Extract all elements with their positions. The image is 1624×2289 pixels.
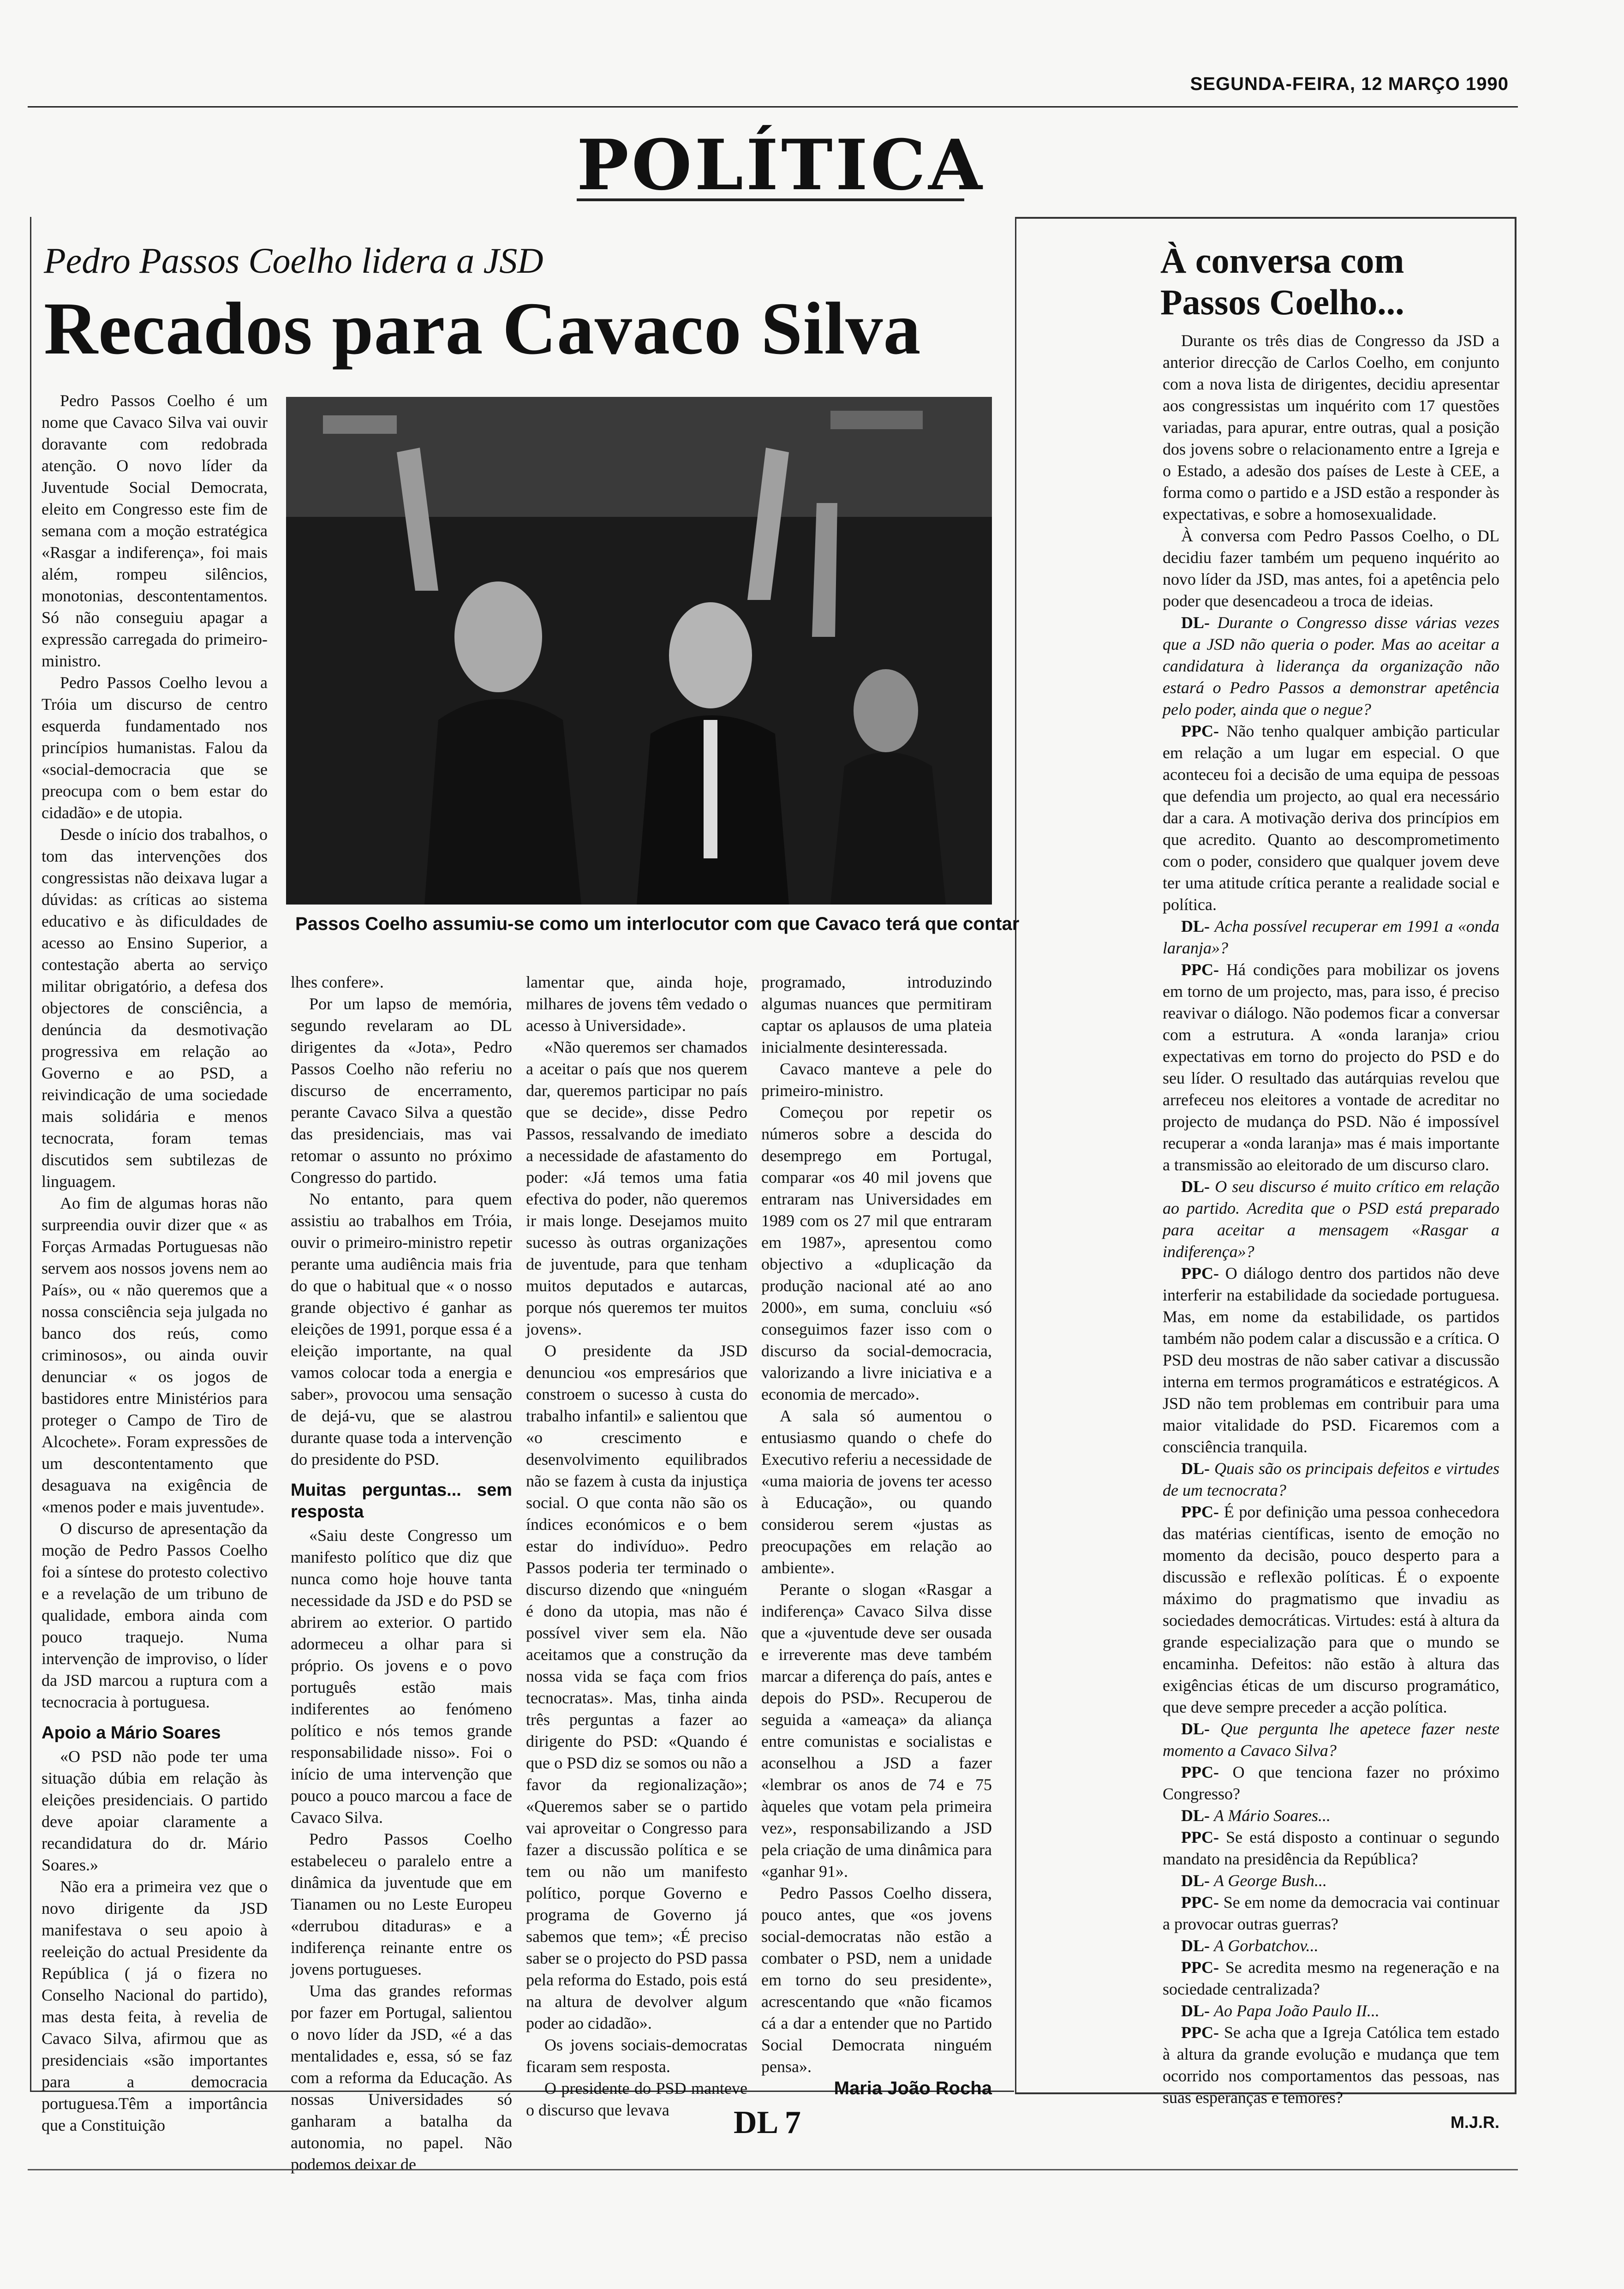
question-text: A George Bush... — [1214, 1871, 1327, 1890]
article-column-3 — [526, 971, 747, 2121]
paragraph: Pedro Passos Coelho levou a Tróia um discurso de centro esquerda fundamentado nos princípios humanistas. Falou da «social-democracia que se preocupa com o bem estar do cidadão» e de utopia. — [42, 673, 268, 822]
question-text: O seu discurso é muito crítico em relação ao partido. Acredita que o PSD está preparado para aceitar a mensagem «Rasgar a indiferença»? — [1163, 1177, 1500, 1261]
speaker-tag: PPC- — [1181, 1958, 1219, 1977]
article-photo — [286, 397, 992, 905]
paragraph: Não era a primeira vez que o novo dirigente da JSD manifestava o seu apoio à reeleição do actual Presidente da República ( já o fizera no Conselho Nacional do partido), mas desta feita, à revelia de Cavaco Silva, afirmou que as presidenciais «são importantes para a democracia portuguesa.Têm a importância que a Constituição — [42, 1877, 268, 2134]
subheading: Muitas perguntas... sem resposta — [291, 1480, 512, 1522]
answer-text: Se acredita mesmo na regeneração e na sociedade centralizada? — [1163, 1958, 1499, 1998]
issue-date: SEGUNDA-FEIRA, 12 MARÇO 1990 — [1190, 74, 1509, 94]
speaker-tag: DL- — [1181, 1720, 1210, 1738]
interview-answer — [1163, 1892, 1499, 1935]
top-rule — [28, 106, 1518, 108]
interview-question — [1163, 1805, 1499, 1827]
interview-answer — [1163, 1263, 1499, 1458]
interview-question — [1163, 2000, 1499, 2022]
answer-text: Se acha que a Igreja Católica tem estado à altura da grande evolução e mudança que tem ocorrido nos comportamentos das pessoas, nas suas esperanças e temores? — [1163, 2023, 1500, 2107]
interview-question — [1163, 1458, 1499, 1501]
paragraph: Pedro Passos Coelho dissera, pouco antes, que «os jovens social-democratas não estão a combater o PSD, nem a unidade em torno do seu presidente», acrescentando que «não ficamos cá a dar a entender que no Partido Social Democrata ninguém pensa». — [761, 1884, 992, 2076]
paragraph: Pedro Passos Coelho é um nome que Cavaco Silva vai ouvir doravante com redobrada atenção. O novo líder da Juventude Social Democrata, eleito em Congresso este fim de semana com a moção estratégica «Rasgar a indiferença», foi mais além, rompeu silêncios, monotonias, descontentamentos. Só não conseguiu apagar a expressão carregada do primeiro-ministro. — [42, 391, 268, 670]
answer-text: Há condições para mobilizar os jovens em torno de um projecto, mas, para isso, é preciso reavivar o diálogo. Não podemos ficar a conversar com a estrutura. A «onda laranja» criou expectativas em torno do projecto do PSD e do seu líder. O resultado das autárquias revelou que arrefeceu nos eleitores a vontade de acreditar no projecto de mudança do PSD. Não é impossível recuperar a «onda laranja» mas é mais importante a transmissão ao eleitorado de um discurso claro. — [1163, 960, 1500, 1174]
interview-question — [1163, 612, 1499, 720]
question-text: Acha possível recuperar em 1991 a «onda laranja»? — [1163, 917, 1500, 957]
interview-question — [1163, 1870, 1499, 1892]
speaker-tag: DL- — [1181, 613, 1210, 632]
answer-text: É por definição uma pessoa conhecedora das matérias científicas, isento de emoção no momento da decisão, pouco desperto para a discussão e reflexão políticas. É o expoente máximo do pragmatismo que invadiu as sociedades democráticas. Virtudes: está à altura da grande especialização para que o mundo se encaminha. Defeitos: não estão à altura das exigências éticas de um discurso programático, que deve sempre preceder a acção política. — [1163, 1503, 1499, 1716]
interview-answer — [1163, 1827, 1499, 1870]
interview-answer — [1163, 720, 1499, 916]
paragraph: A sala só aumentou o entusiasmo quando o chefe do Executivo referiu a necessidade de «uma maioria de jovens ter acesso à Educação», ou quando considerou serem «justas as preocupações em relação ao ambiente». — [761, 1407, 992, 1577]
paragraph: O presidente do PSD manteve o discurso que levava — [526, 2079, 747, 2119]
paragraph: Começou por repetir os números sobre a descida do desemprego em Portugal, comparar «os 40 mil jovens que entraram nas Universidades em 1989 com os 27 mil que entraram em 1987», apresentou como objectivo a «duplicação da produção nacional até ao ano 2000», em suma, concluiu «só conseguimos fazer isso com o discurso da social-democracia, valorizando a livre iniciativa e a economia de mercado». — [761, 1103, 992, 1403]
speaker-tag: DL- — [1181, 1459, 1210, 1478]
photo-caption: Passos Coelho assumiu-se como um interlocutor com que Cavaco terá que contar — [295, 914, 1020, 934]
paragraph: Por um lapso de memória, segundo revelaram ao DL dirigentes da «Jota», Pedro Passos Coelho não referiu no discurso de encerramento, perante Cavaco Silva a questão das presidenciais, mas vai retomar o assunto no próximo Congresso do partido. — [291, 995, 512, 1186]
sidebar-interview — [1163, 330, 1499, 2133]
article-column-1 — [42, 390, 268, 2136]
speaker-tag: DL- — [1181, 1936, 1210, 1955]
paragraph: «O PSD não pode ter uma situação dúbia em relação às eleições presidenciais. O partido deve apoiar claramente a recandidatura do dr. Mário Soares.» — [42, 1747, 268, 1874]
bottom-rule — [28, 2169, 1518, 2170]
interview-answer — [1163, 1762, 1499, 1805]
paragraph: programado, introduzindo algumas nuances que permitiram captar os aplausos de uma plateia inicialmente desinteressada. — [761, 973, 992, 1056]
paragraph: Os jovens sociais-democratas ficaram sem resposta. — [526, 2036, 747, 2076]
interview-answer — [1163, 2022, 1499, 2109]
paragraph: Perante o slogan «Rasgar a indiferença» Cavaco Silva disse que a «juventude deve ser ousada e irreverente mas deve também marcar a diferença do país, antes e depois do PSD». Recuperou de seguida a «ameaça» da aliança entre comunistas e socialistas e aconselhou a JSD a fazer «lembrar os anos de 74 e 75 àqueles que votam pela primeira vez», responsabilizando a JSD pela criação de uma dinâmica para «ganhar 91». — [761, 1580, 992, 1881]
paragraph: Pedro Passos Coelho estabeleceu o paralelo entre a dinâmica da juventude que em Tianamen ou no Leste Europeu «derrubou ditaduras» e a indiferença reinante entre os jovens portugueses. — [291, 1830, 512, 1978]
paragraph: Durante os três dias de Congresso da JSD a anterior direcção de Carlos Coelho, em conjunto com a nova lista de dirigentes, decidiu apresentar aos congressistas um inquérito com 17 questões variadas, para apurar, entre outras, qual a posição dos jovens sobre o relacionamento entre a Igreja e o Estado, a adesão dos países de Leste à CEE, a forma como o partido e a JSD estão a responder às expectativas, e sobre a homosexualidade. — [1163, 331, 1499, 523]
answer-text: Não tenho qualquer ambição particular em relação a um lugar em especial. O que aconteceu foi a decisão de uma equipa de pessoas que defendia um projecto, ao qual era necessário dar a cara. A motivação deriva dos princípios em que acredito. Quanto ao descomprometimento com o poder, considero que qualquer jovem deve ter uma atitude crítica perante a realidade social e política. — [1163, 722, 1499, 914]
paragraph: Uma das grandes reformas por fazer em Portugal, salientou o novo líder da JSD, «é a das mentalidades e, essa, só se faz com a reforma da Educação. As nossas Universidades só ganharam a batalha da autonomia, no papel. Não podemos deixar de — [291, 1982, 512, 2174]
interview-question — [1163, 1718, 1499, 1762]
question-text: Quais são os principais defeitos e virtudes de um tecnocrata? — [1163, 1459, 1500, 1499]
speaker-tag: PPC- — [1181, 1893, 1219, 1911]
speaker-tag: PPC- — [1181, 722, 1219, 740]
interview-question — [1163, 1935, 1499, 1957]
article-column-2 — [291, 971, 512, 2175]
sidebar-signature: M.J.R. — [1450, 2113, 1499, 2132]
interview-qa-list — [1163, 612, 1499, 2109]
speaker-tag: DL- — [1181, 1806, 1210, 1825]
speaker-tag: PPC- — [1181, 1264, 1219, 1282]
interview-answer — [1163, 959, 1499, 1176]
paragraph: lamentar que, ainda hoje, milhares de jovens têm vedado o acesso à Universidade». — [526, 973, 747, 1035]
speaker-tag: DL- — [1181, 2001, 1210, 2020]
paragraph: À conversa com Pedro Passos Coelho, o DL decidiu fazer também um pequeno inquérito ao novo líder da JSD, mas antes, foi a apetência pelo poder que desencadeou a troca de ideias. — [1163, 527, 1499, 610]
paragraph: No entanto, para quem assistiu ao trabalhos em Tróia, ouvir o primeiro-ministro repetir perante uma audiência mais fria do que o habitual que « o nosso grande objectivo é ganhar as eleições de 1991, porque essa é a eleição importante, na qual vamos colocar toda a energia e saber», provocou uma sensação de dejá-vu, que se alastrou durante quase toda a intervenção do presidente do PSD. — [291, 1190, 512, 1468]
speaker-tag: DL- — [1181, 1871, 1210, 1890]
speaker-tag: DL- — [1181, 917, 1210, 935]
paragraph: «Saiu deste Congresso um manifesto político que diz que nunca como hoje houve tanta necessidade da JSD e do PSD se abrirem ao exterior. O partido adormeceu a olhar para si próprio. Os jovens e o povo português estão mais indiferentes ao fenómeno político e nós temos grande responsabilidade nisso». Foi o início de uma intervenção que pouco a pouco marcou a face de Cavaco Silva. — [291, 1526, 512, 1827]
page-number-mark: DL 7 — [734, 2105, 801, 2140]
speaker-tag: PPC- — [1181, 1503, 1219, 1521]
interview-answer — [1163, 1501, 1499, 1718]
sidebar-title: À conversa com Passos Coelho... — [1160, 240, 1404, 322]
section-title: POLÍTICA — [577, 125, 985, 206]
paragraph: lhes confere». — [291, 973, 384, 991]
speaker-tag: PPC- — [1181, 1828, 1219, 1846]
question-text: Que pergunta lhe apetece fazer neste momento a Cavaco Silva? — [1163, 1720, 1499, 1760]
paragraph: O presidente da JSD denunciou «os empresários que constroem o sucesso à custa do trabalho infantil» e salientou que «o crescimento e desenvolvimento equilibrados não se fazem à custa da injustiça social. O que conta não são os índices económicos e o bem estar do indivíduo». Pedro Passos poderia ter terminado o discurso dizendo que «ninguém é dono da utopia, mas não é possível viver sem ela. Não aceitamos que a construção da nossa vida se faça com frios tecnocratas». Mas, tinha ainda três perguntas a fazer ao dirigente do PSD: «Quando é que o PSD diz se somos ou não a favor da regionalização»; «Queremos saber se o partido vai aproveitar o Congresso para fazer a discussão política e se tem ou não um manifesto político, porque Governo e programa de Governo já sabemos que tem»; «É preciso saber se o projecto do PSD passa pela reforma do Estado, pois está na altura de devolver algum poder ao cidadão». — [526, 1342, 747, 2032]
answer-text: O diálogo dentro dos partidos não deve interferir na estabilidade da sociedade portuguesa. Mas, em nome da estabilidade, os partidos também não podem calar a discussão e a crítica. O PSD deu mostras de não saber cativar a discussão interna em termos programáticos e estratégicos. A JSD não tem problemas em contribuir para uma maior vitalidade do PSD. Ficaremos com a consciência tranquila. — [1163, 1264, 1500, 1456]
speaker-tag: PPC- — [1181, 1763, 1219, 1781]
paragraph: «Não queremos ser chamados a aceitar o país que nos querem dar, queremos participar no país que se decide», disse Pedro Passos, ressalvando de imediato a necessidade de afastamento do poder: «Já temos uma fatia efectiva do poder, não queremos ir mais longe. Desejamos muito sucesso às outras organizações de juventude, para que tenham muitos deputados e autarcas, porque nós queremos ter muitos jovens». — [526, 1038, 747, 1338]
paragraph: O discurso de apresentação da moção de Pedro Passos Coelho foi a síntese do protesto colectivo e a revelação de um tribuno de qualidade, embora ainda com pouco traquejo. Numa intervenção de improviso, o líder da JSD marcou a ruptura com a tecnocracia à portuguesa. — [42, 1519, 268, 1711]
speaker-tag: PPC- — [1181, 960, 1219, 979]
paragraph: Desde o início dos trabalhos, o tom das intervenções dos congressistas não deixava lugar a dúvidas: as críticas ao sistema educativo e às dificuldades de acesso ao Ensino Superior, a contestação aberta ao serviço militar obrigatório, a defesa dos objectores de consciência, a denúncia da desmotivação progressiva em relação ao Governo e ao PSD, a reivindicação de uma sociedade mais solidária e menos tecnocrata, foram temas discutidos sem subtilezas de linguagem. — [42, 825, 268, 1191]
answer-text: Se está disposto a continuar o segundo mandato na presidência da República? — [1163, 1828, 1499, 1868]
speaker-tag: DL- — [1181, 1177, 1210, 1196]
photo-crowd-illustration — [286, 397, 992, 905]
paragraph: Ao fim de algumas horas não surpreendia ouvir dizer que « as Forças Armadas Portuguesas não servem aos nossos jovens nem ao País», ou « não queremos que a nossa consciência seja julgada no banco dos reús, como criminosos», ou ainda ouvir denunciar « os jogos de bastidores entre Ministérios para proteger o Campo de Tiro de Alcochete». Foram expressões de um descontentamento que desaguava na exigência de «menos poder e mais juventude». — [42, 1194, 268, 1516]
article-headline: Recados para Cavaco Silva — [44, 288, 921, 370]
answer-text: Se em nome da democracia vai continuar a provocar outras guerras? — [1163, 1893, 1500, 1933]
section-underline — [577, 198, 964, 201]
subheading: Apoio a Mário Soares — [42, 1723, 221, 1743]
paragraph: Cavaco manteve a pele do primeiro-ministro. — [761, 1060, 992, 1100]
speaker-tag: PPC- — [1181, 2023, 1219, 2042]
question-text: Durante o Congresso disse várias vezes que a JSD não queria o poder. Mas ao aceitar a candidatura à liderança da organização não estará o Pedro Passos a demonstrar apetência pelo poder, ainda que o negue? — [1163, 613, 1499, 719]
article-column-4 — [761, 971, 992, 2099]
interview-answer — [1163, 1957, 1499, 2000]
question-text: A Gorbatchov... — [1214, 1936, 1319, 1955]
answer-text: O que tenciona fazer no próximo Congresso? — [1163, 1763, 1499, 1803]
question-text: Ao Papa João Paulo II... — [1214, 2001, 1379, 2020]
article-kicker: Pedro Passos Coelho lidera a JSD — [44, 240, 543, 281]
question-text: A Mário Soares... — [1214, 1806, 1331, 1825]
article-byline: Maria João Rocha — [834, 2078, 992, 2098]
interview-question — [1163, 916, 1499, 959]
interview-question — [1163, 1176, 1499, 1263]
